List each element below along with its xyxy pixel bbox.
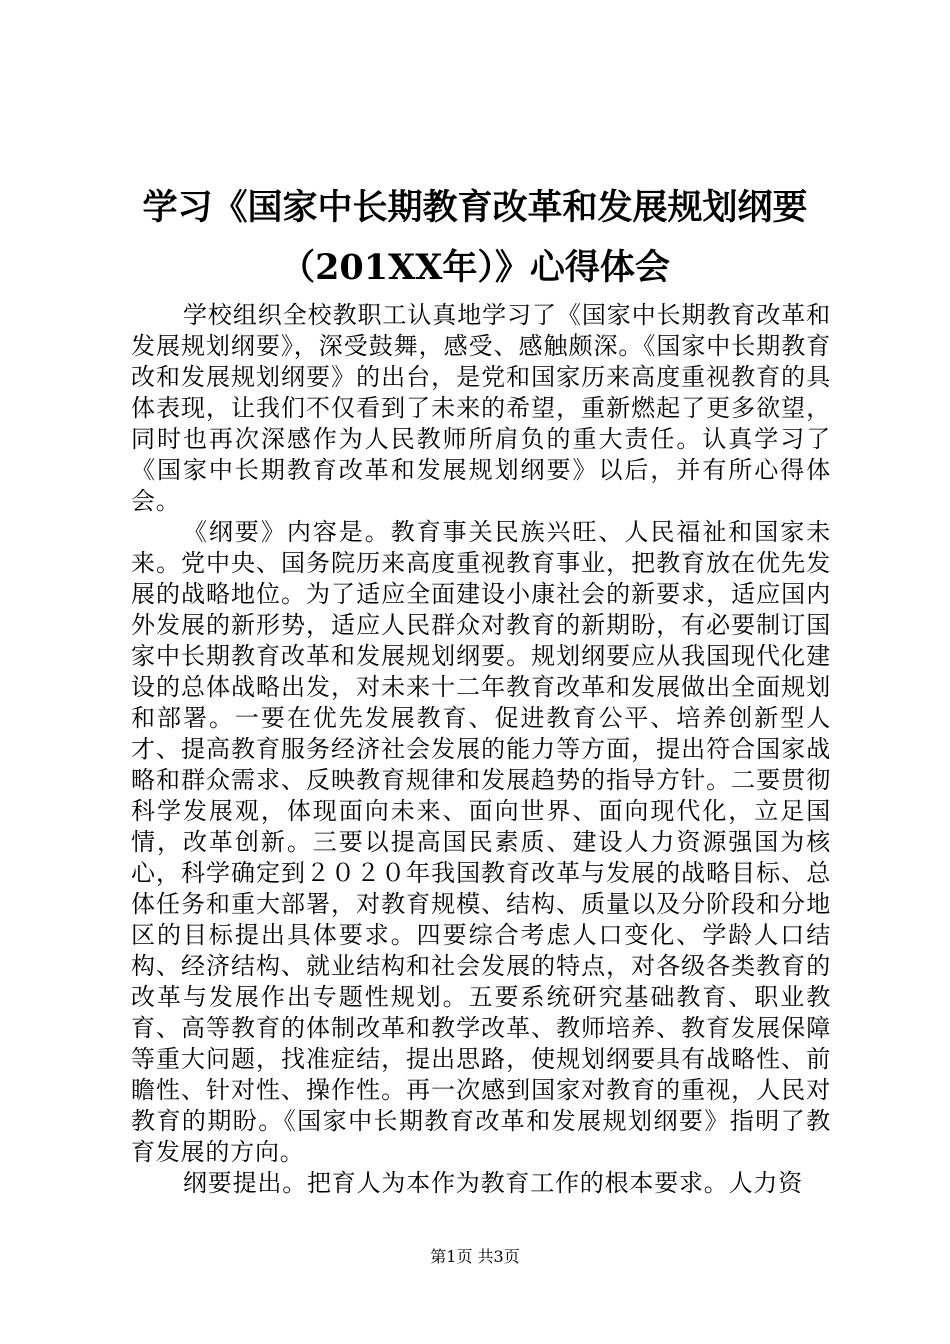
document-title-line-1: 学习《国家中长期教育改革和发展规划纲要: [142, 187, 808, 228]
page-number-footer: 第1页 共3页: [430, 1247, 520, 1266]
paragraph-1: 学校组织全校教职工认真地学习了《国家中长期教育改革和发展规划纲要》，深受鼓舞，感受、感触颇深。《国家中长期教育改和发展规划纲要》的出台，是党和国家历来高度重视教育的具体表现，让我们不仅看到了未来的希望，重新燃起了更多欲望，同时也再次深感作为人民教师所肩负的重大责任。认真学习了《国家中长期教育改革和发展规划纲要》以后，并有所心得体会。: [131, 301, 831, 515]
paragraph-2: 《纲要》内容是。教育事关民族兴旺、人民福祉和国家未来。党中央、国务院历来高度重视教育事业，把教育放在优先发展的战略地位。为了适应全面建设小康社会的新要求，适应国内外发展的新形势，适应人民群众对教育的新期盼，有必要制订国家中长期教育改革和发展规划纲要。规划纲要应从我国现代化建设的总体战略出发，对未来十二年教育改革和发展做出全面规划和部署。一要在优先发展教育、促进教育公平、培养创新型人才、提高教育服务经济社会发展的能力等方面，提出符合国家战略和群众需求、反映教育规律和发展趋势的指导方针。二要贯彻科学发展观，体现面向未来、面向世界、面向现代化，立足国情，改革创新。三要以提高国民素质、建设人力资源强国为核心，科学确定到２０２０年我国教育改革与发展的战略目标、总体任务和重大部署，对教育规模、结构、质量以及分阶段和分地区的目标提出具体要求。四要综合考虑人口变化、学龄人口结构、经济结构、就业结构和社会发展的特点，对各级各类教育的改革与发展作出专题性规划。五要系统研究基础教育、职业教育、高等教育的体制改革和教学改革、教师培养、教育发展保障等重大问题，找准症结，提出思路，使规划纲要具有战略性、前瞻性、针对性、操作性。再一次感到国家对教育的重视，人民对教育的期盼。《国家中长期教育改革和发展规划纲要》指明了教育发展的方向。: [131, 518, 831, 1166]
document-title-line-2: （201XX年）》心得体会: [280, 247, 670, 288]
document-body: [131, 300, 831, 1199]
paragraph-3: 纲要提出。把育人为本作为教育工作的根本要求。人力资: [183, 1169, 803, 1197]
